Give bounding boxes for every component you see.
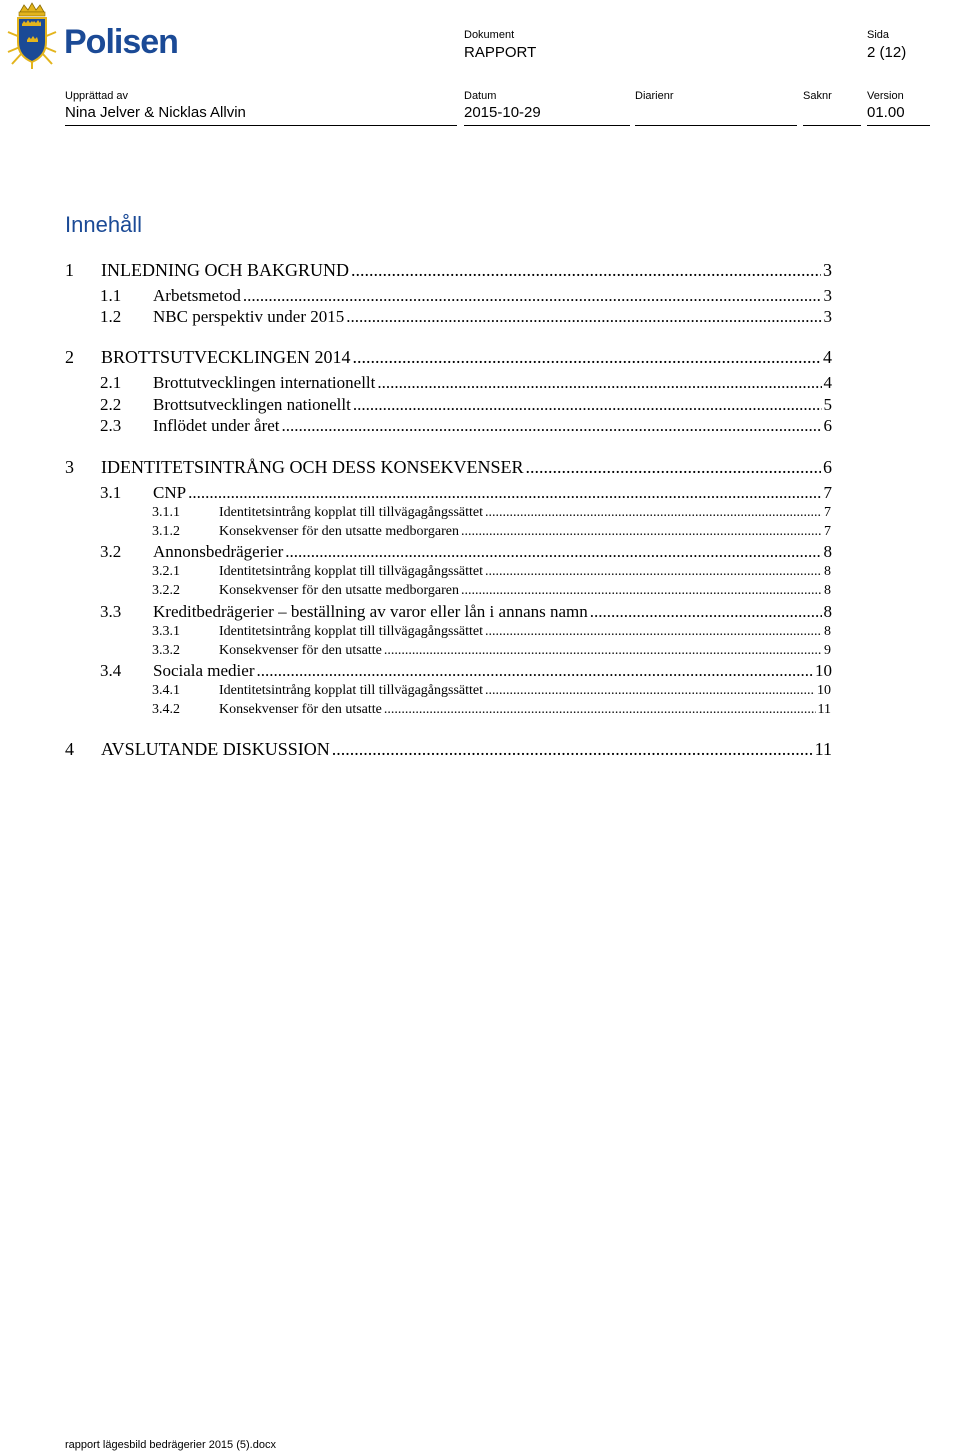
toc-entry-title: BROTTSUTVECKLINGEN 2014 <box>101 347 351 367</box>
toc-entry-title: Konsekvenser för den utsatte medborgaren <box>219 583 459 598</box>
toc-entry-number: 2 <box>65 347 74 367</box>
toc-entry-number: 1 <box>65 260 74 280</box>
toc-dot-leader <box>526 455 822 479</box>
toc-entry-title: Annonsbedrägerier <box>153 542 284 561</box>
polisen-wordmark: Polisen <box>64 23 178 61</box>
toc-entry-number: 1.1 <box>100 286 122 305</box>
toc-entry-title: Konsekvenser för den utsatte medborgaren <box>219 524 459 539</box>
toc-entry[interactable] <box>152 622 831 641</box>
toc-dot-leader <box>353 394 822 416</box>
toc-entry-number: 3 <box>65 457 74 477</box>
toc-dot-leader <box>461 522 822 541</box>
toc-entry[interactable] <box>152 641 831 660</box>
toc-entry-title: IDENTITETSINTRÅNG OCH DESS KONSEKVENSER <box>101 457 524 477</box>
toc-dot-leader <box>243 285 822 307</box>
date-value: 2015-10-29 <box>464 104 541 121</box>
toc-entry-number: 3.2.2 <box>152 583 180 598</box>
toc-entry-number: 3.2.1 <box>152 564 180 579</box>
toc-dot-leader <box>351 258 821 282</box>
toc-entry-title: Konsekvenser för den utsatte <box>219 643 382 658</box>
toc-entry[interactable] <box>100 660 832 682</box>
toc-dot-leader <box>285 541 821 563</box>
toc-dot-leader <box>590 601 822 623</box>
diarienr-label: Diarienr <box>635 90 674 102</box>
toc-entry[interactable] <box>100 541 832 563</box>
toc-entry-number: 3.4.2 <box>152 702 180 717</box>
toc-entry[interactable] <box>152 681 831 700</box>
toc-entry-page: 5 <box>823 395 832 414</box>
header-divider <box>464 125 630 126</box>
toc-dot-leader <box>282 415 822 437</box>
toc-entry-page: 3 <box>823 307 832 326</box>
toc-entry-page: 4 <box>823 373 832 392</box>
toc-dot-leader <box>257 660 814 682</box>
toc-entry-number: 3.4.1 <box>152 683 180 698</box>
header-divider <box>65 125 457 126</box>
toc-entry-number: 4 <box>65 739 74 759</box>
toc-entry-title: Kreditbedrägerier – beställning av varor eller lån i annans namn <box>153 602 588 621</box>
toc-entry[interactable] <box>100 285 832 307</box>
toc-entry[interactable] <box>65 258 832 282</box>
toc-entry-number: 2.2 <box>100 395 122 414</box>
toc-entry-page: 6 <box>823 416 832 435</box>
toc-entry-page: 10 <box>817 683 831 698</box>
toc-entry[interactable] <box>65 737 832 761</box>
toc-dot-leader <box>377 372 821 394</box>
toc-entry-page: 3 <box>823 260 832 280</box>
toc-entry-number: 3.1 <box>100 483 122 502</box>
toc-entry-page: 8 <box>823 602 832 621</box>
toc-entry-page: 11 <box>817 702 831 717</box>
toc-dot-leader <box>384 700 816 719</box>
toc-dot-leader <box>353 345 822 369</box>
toc-entry-number: 3.3.2 <box>152 643 180 658</box>
toc-entry-page: 9 <box>824 643 831 658</box>
header-divider <box>803 125 861 126</box>
toc-entry-number: 3.3.1 <box>152 624 180 639</box>
toc-entry-page: 6 <box>823 457 832 477</box>
toc-entry-title: NBC perspektiv under 2015 <box>153 307 345 326</box>
footer-filename: rapport lägesbild bedrägerier 2015 (5).docx <box>65 1439 276 1451</box>
toc-entry-page: 4 <box>823 347 832 367</box>
toc-dot-leader <box>346 306 821 328</box>
toc-entry-number: 3.1.1 <box>152 505 180 520</box>
author-label: Upprättad av <box>65 90 128 102</box>
toc-entry[interactable] <box>152 522 831 541</box>
toc-entry-title: Identitetsintrång kopplat till tillvägagångssättet <box>219 683 483 698</box>
toc-entry-title: Brottsutvecklingen nationellt <box>153 395 351 414</box>
toc-entry-page: 8 <box>824 564 831 579</box>
toc-entry-number: 3.4 <box>100 661 122 680</box>
toc-dot-leader <box>485 503 822 522</box>
toc-entry[interactable] <box>152 503 831 522</box>
toc-entry-number: 3.3 <box>100 602 122 621</box>
toc-dot-leader <box>384 641 822 660</box>
toc-entry-page: 8 <box>823 542 832 561</box>
toc-dot-leader <box>332 737 813 761</box>
toc-entry-page: 3 <box>823 286 832 305</box>
page-label: Sida <box>867 29 890 41</box>
toc-entry[interactable] <box>152 562 831 581</box>
toc-dot-leader <box>461 581 822 600</box>
toc-dot-leader <box>485 562 822 581</box>
toc-entry-title: Brottutvecklingen internationellt <box>153 373 376 392</box>
toc-entry-title: Konsekvenser för den utsatte <box>219 702 382 717</box>
toc-heading: Innehåll <box>65 212 143 237</box>
toc-entry-page: 7 <box>824 505 831 520</box>
toc-entry[interactable] <box>65 345 832 369</box>
police-crest-icon <box>6 2 58 70</box>
toc-entry-title: Identitetsintrång kopplat till tillvägagångssättet <box>219 564 483 579</box>
toc-entry-title: Arbetsmetod <box>153 286 241 305</box>
toc-entry[interactable] <box>152 581 831 600</box>
toc-entry-page: 10 <box>815 661 832 680</box>
toc-entry[interactable] <box>65 455 832 479</box>
toc-entry-title: Identitetsintrång kopplat till tillvägagångssättet <box>219 505 483 520</box>
header-divider <box>867 125 930 126</box>
toc-entry-page: 7 <box>824 524 831 539</box>
toc-entry[interactable] <box>100 482 832 504</box>
toc-entry-title: Inflödet under året <box>153 416 280 435</box>
toc-entry-number: 1.2 <box>100 307 122 326</box>
toc-entry-title: Sociala medier <box>153 661 255 680</box>
toc-entry-page: 11 <box>814 739 832 759</box>
toc-entry-number: 2.3 <box>100 416 122 435</box>
toc-entry-title: INLEDNING OCH BAKGRUND <box>101 260 349 280</box>
version-value: 01.00 <box>867 104 905 121</box>
document-label: Dokument <box>464 29 515 41</box>
author-value: Nina Jelver & Nicklas Allvin <box>65 104 246 121</box>
toc-dot-leader <box>485 681 815 700</box>
header-divider <box>635 125 797 126</box>
toc-entry-number: 2.1 <box>100 373 122 392</box>
version-label: Version <box>867 90 904 102</box>
toc-entry-title: Identitetsintrång kopplat till tillvägagångssättet <box>219 624 483 639</box>
toc-entry[interactable] <box>100 306 832 328</box>
toc-entry[interactable] <box>100 394 832 416</box>
date-label: Datum <box>464 90 497 102</box>
page-value: 2 (12) <box>867 44 907 61</box>
toc-dot-leader <box>485 622 822 641</box>
toc-entry-page: 8 <box>824 624 831 639</box>
toc-dot-leader <box>188 482 821 504</box>
saknr-label: Saknr <box>803 90 832 102</box>
toc-entry-page: 7 <box>823 483 832 502</box>
toc-entry[interactable] <box>100 372 832 394</box>
toc-entry-title: AVSLUTANDE DISKUSSION <box>101 739 330 759</box>
toc-entry[interactable] <box>100 415 832 437</box>
toc-entry-page: 8 <box>824 583 831 598</box>
toc-entry-number: 3.1.2 <box>152 524 180 539</box>
toc-entry[interactable] <box>152 700 831 719</box>
toc-entry-title: CNP <box>153 483 187 502</box>
toc-entry-number: 3.2 <box>100 542 122 561</box>
document-value: RAPPORT <box>464 44 537 61</box>
toc-entry[interactable] <box>100 601 832 623</box>
